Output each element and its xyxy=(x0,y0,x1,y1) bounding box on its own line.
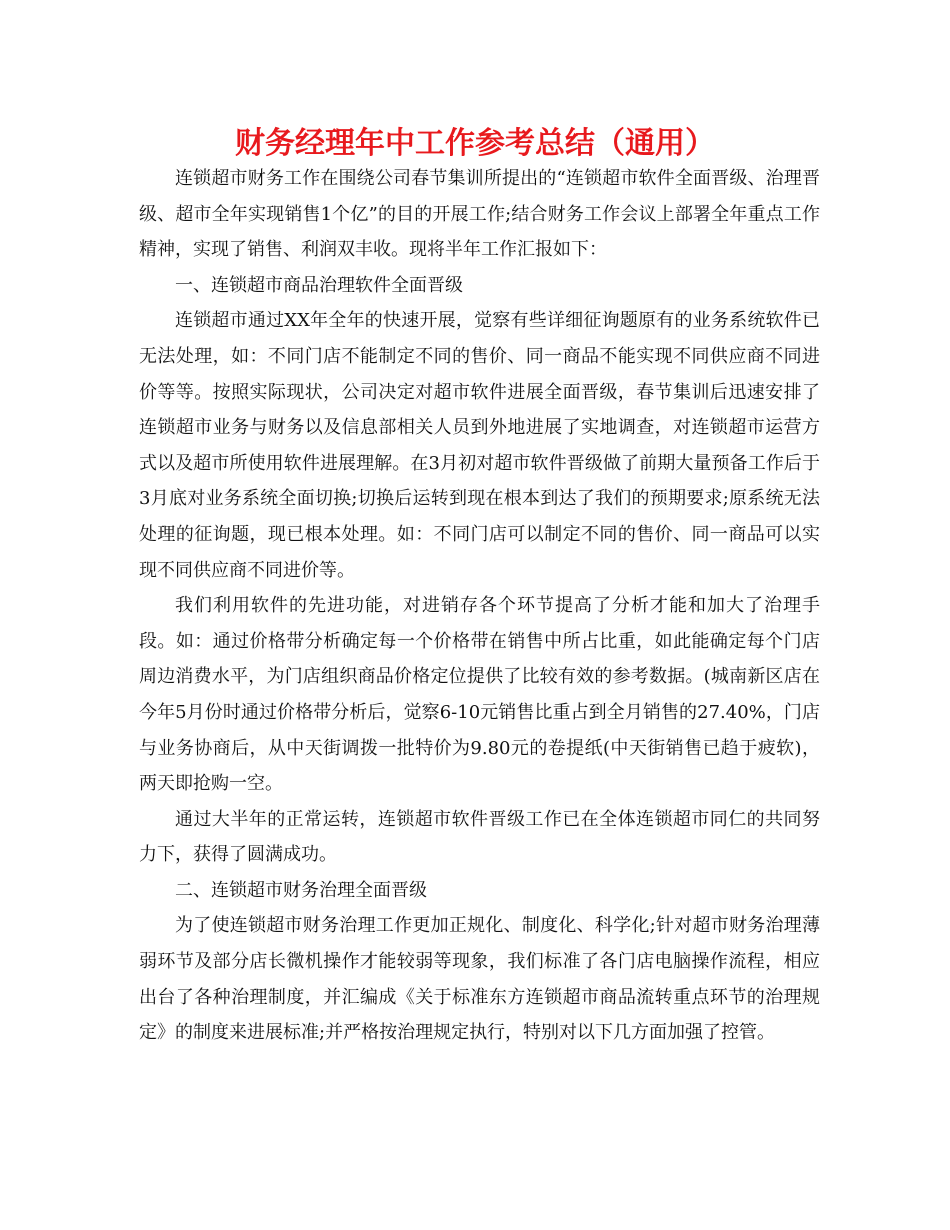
document-title: 财务经理年中工作参考总结（通用） xyxy=(235,126,715,161)
paragraph-software-functions: 我们利用软件的先进功能，对进销存各个环节提高了分析才能和加大了治理手段。如：通过价格带分析确定每一个价格带在销售中所占比重，如此能确定每个门店周边消费水平，为门店组织商品价格定位提供了比较有效的参考数据。(城南新区店在今年5月份时通过价格带分析后，觉察6-10元销售比重占到全月销售的27.40%，门店与业务协商后，从中天街调拨一批特价为9.80元的卷提纸(中天街销售已趋于疲软)，两天即抢购一空。 xyxy=(139,595,820,795)
paragraph-software-upgrade: 连锁超市通过XX年全年的快速开展，觉察有些详细征询题原有的业务系统软件已无法处理，如：不同门店不能制定不同的售价、同一商品不能实现不同供应商不同进价等等。按照实际现状，公司决定对超市软件进展全面晋级，春节集训后迅速安排了连锁超市业务与财务以及信息部相关人员到外地进展了实地调查，对连锁超市运营方式以及超市所使用软件进展理解。在3月初对超市软件晋级做了前期大量预备工作后于3月底对业务系统全面切换;切换后运转到现在根本到达了我们的预期要求;原系统无法处理的征询题，现已根本处理。如：不同门店可以制定不同的售价、同一商品可以实现不同供应商不同进价等。 xyxy=(139,310,820,581)
paragraph-intro: 连锁超市财务工作在围绕公司春节集训所提出的“连锁超市软件全面晋级、治理晋级、超市全年实现销售1个亿”的目的开展工作;结合财务工作会议上部署全年重点工作精神，实现了销售、利润双丰收。现将半年工作汇报如下： xyxy=(139,168,820,261)
document-body xyxy=(139,161,820,1051)
paragraph-software-success: 通过大半年的正常运转，连锁超市软件晋级工作已在全体连锁超市同仁的共同努力下，获得了圆满成功。 xyxy=(139,808,820,866)
section-heading-2: 二、连锁超市财务治理全面晋级 xyxy=(175,879,427,901)
paragraph-finance-management: 为了使连锁超市财务治理工作更加正规化、制度化、科学化;针对超市财务治理薄弱环节及部分店长微机操作才能较弱等现象，我们标准了各门店电脑操作流程，相应出台了各种治理制度，并汇编成《关于标准东方连锁超市商品流转重点环节的治理规定》的制度来进展标准;并严格按治理规定执行，特别对以下几方面加强了控管。 xyxy=(139,915,820,1044)
section-heading-1: 一、连锁超市商品治理软件全面晋级 xyxy=(175,274,463,296)
